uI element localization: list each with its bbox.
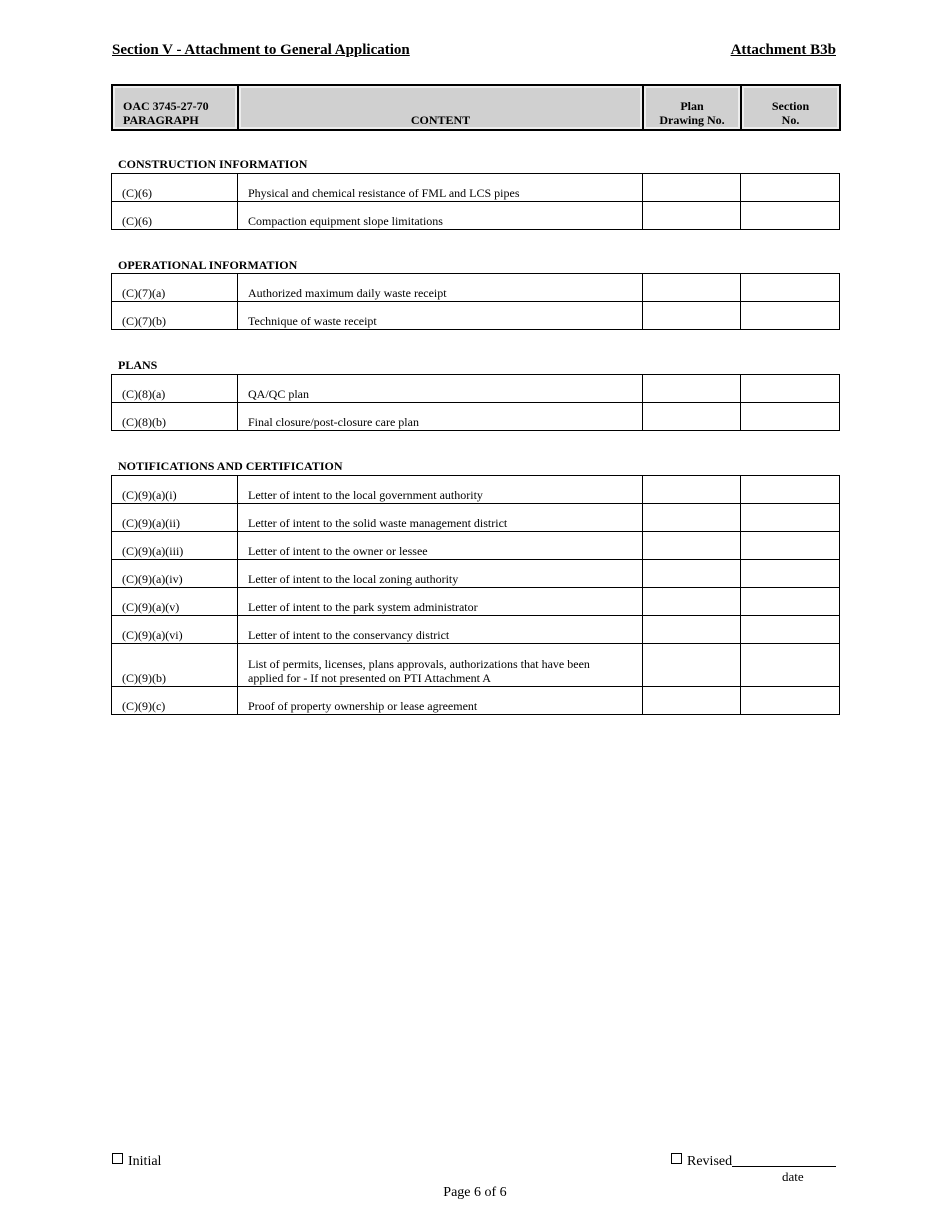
plans-table bbox=[111, 374, 840, 431]
content-cell: Letter of intent to the local government authority bbox=[238, 476, 643, 504]
table-row bbox=[112, 174, 840, 202]
paragraph-cell: (C)(9)(b) bbox=[112, 644, 238, 687]
section-number-cell[interactable] bbox=[741, 375, 840, 403]
table-row bbox=[112, 644, 840, 687]
section-number-cell[interactable] bbox=[741, 174, 840, 202]
section-number-cell[interactable] bbox=[741, 588, 840, 616]
initial-label: Initial bbox=[128, 1154, 162, 1169]
plan-drawing-cell[interactable] bbox=[643, 274, 741, 302]
content-cell: List of permits, licenses, plans approvals, authorizations that have been applied for - If not presented on PTI Attachment A bbox=[238, 644, 643, 687]
paragraph-cell: (C)(9)(c) bbox=[112, 687, 238, 715]
operational-section-title: OPERATIONAL INFORMATION bbox=[118, 258, 298, 272]
content-column-header: CONTENT bbox=[238, 85, 643, 130]
plan-drawing-cell[interactable] bbox=[643, 476, 741, 504]
table-row bbox=[112, 687, 840, 715]
section-number-cell[interactable] bbox=[741, 532, 840, 560]
table-row bbox=[112, 403, 840, 431]
plan-column-header: Plan Drawing No. bbox=[643, 85, 741, 130]
table-row bbox=[112, 302, 840, 330]
content-cell: Physical and chemical resistance of FML and LCS pipes bbox=[238, 174, 643, 202]
page-number: Page 6 of 6 bbox=[443, 1185, 507, 1200]
initial-checkbox[interactable] bbox=[112, 1153, 123, 1164]
section-column-header: Section No. bbox=[741, 85, 840, 130]
table-row bbox=[112, 532, 840, 560]
revised-date-line[interactable] bbox=[732, 1154, 836, 1167]
table-row bbox=[112, 616, 840, 644]
paragraph-cell: (C)(9)(a)(iii) bbox=[112, 532, 238, 560]
paragraph-column-header: OAC 3745-27-70 PARAGRAPH bbox=[112, 85, 238, 130]
revised-checkbox[interactable] bbox=[671, 1153, 682, 1164]
plan-drawing-cell[interactable] bbox=[643, 532, 741, 560]
table-row bbox=[112, 476, 840, 504]
construction-table bbox=[111, 173, 840, 230]
plan-drawing-cell[interactable] bbox=[643, 588, 741, 616]
table-row bbox=[112, 560, 840, 588]
table-row bbox=[112, 202, 840, 230]
content-cell: Proof of property ownership or lease agreement bbox=[238, 687, 643, 715]
plan-drawing-cell[interactable] bbox=[643, 687, 741, 715]
plan-drawing-cell[interactable] bbox=[643, 375, 741, 403]
paragraph-cell: (C)(9)(a)(vi) bbox=[112, 616, 238, 644]
section-number-cell[interactable] bbox=[741, 644, 840, 687]
content-cell: Letter of intent to the local zoning authority bbox=[238, 560, 643, 588]
column-header-table bbox=[111, 84, 841, 131]
section-title: Section V - Attachment to General Application bbox=[112, 42, 410, 58]
section-number-cell[interactable] bbox=[741, 504, 840, 532]
paragraph-cell: (C)(9)(a)(iv) bbox=[112, 560, 238, 588]
plan-drawing-cell[interactable] bbox=[643, 644, 741, 687]
plan-drawing-cell[interactable] bbox=[643, 202, 741, 230]
paragraph-cell: (C)(9)(a)(ii) bbox=[112, 504, 238, 532]
initial-option[interactable] bbox=[112, 1153, 161, 1170]
paragraph-cell: (C)(9)(a)(v) bbox=[112, 588, 238, 616]
content-cell: Final closure/post-closure care plan bbox=[238, 403, 643, 431]
date-caption: date bbox=[782, 1169, 804, 1184]
paragraph-cell: (C)(8)(a) bbox=[112, 375, 238, 403]
paragraph-cell: (C)(8)(b) bbox=[112, 403, 238, 431]
paragraph-cell: (C)(9)(a)(i) bbox=[112, 476, 238, 504]
content-cell: Technique of waste receipt bbox=[238, 302, 643, 330]
section-number-cell[interactable] bbox=[741, 302, 840, 330]
section-number-cell[interactable] bbox=[741, 274, 840, 302]
section-number-cell[interactable] bbox=[741, 616, 840, 644]
revised-label: Revised bbox=[687, 1154, 733, 1169]
plan-drawing-cell[interactable] bbox=[643, 403, 741, 431]
table-row bbox=[112, 504, 840, 532]
plan-drawing-cell[interactable] bbox=[643, 302, 741, 330]
paragraph-cell: (C)(7)(b) bbox=[112, 302, 238, 330]
notifications-table bbox=[111, 475, 840, 715]
construction-section-title: CONSTRUCTION INFORMATION bbox=[118, 157, 308, 171]
paragraph-cell: (C)(6) bbox=[112, 202, 238, 230]
content-cell: Letter of intent to the owner or lessee bbox=[238, 532, 643, 560]
content-cell: Letter of intent to the park system administrator bbox=[238, 588, 643, 616]
section-number-cell[interactable] bbox=[741, 560, 840, 588]
notifications-section-title: NOTIFICATIONS AND CERTIFICATION bbox=[118, 459, 343, 473]
plan-drawing-cell[interactable] bbox=[643, 504, 741, 532]
content-cell: Compaction equipment slope limitations bbox=[238, 202, 643, 230]
paragraph-cell: (C)(7)(a) bbox=[112, 274, 238, 302]
table-row bbox=[112, 375, 840, 403]
content-cell: Letter of intent to the solid waste management district bbox=[238, 504, 643, 532]
content-cell: Letter of intent to the conservancy district bbox=[238, 616, 643, 644]
section-number-cell[interactable] bbox=[741, 202, 840, 230]
content-cell: Authorized maximum daily waste receipt bbox=[238, 274, 643, 302]
content-cell: QA/QC plan bbox=[238, 375, 643, 403]
section-number-cell[interactable] bbox=[741, 476, 840, 504]
plans-section-title: PLANS bbox=[118, 358, 158, 372]
plan-drawing-cell[interactable] bbox=[643, 174, 741, 202]
table-row bbox=[112, 588, 840, 616]
operational-table bbox=[111, 273, 840, 330]
section-number-cell[interactable] bbox=[741, 403, 840, 431]
plan-drawing-cell[interactable] bbox=[643, 616, 741, 644]
table-row bbox=[112, 274, 840, 302]
plan-drawing-cell[interactable] bbox=[643, 560, 741, 588]
attachment-title: Attachment B3b bbox=[730, 42, 836, 58]
section-number-cell[interactable] bbox=[741, 687, 840, 715]
revised-option[interactable] bbox=[671, 1153, 836, 1170]
paragraph-cell: (C)(6) bbox=[112, 174, 238, 202]
